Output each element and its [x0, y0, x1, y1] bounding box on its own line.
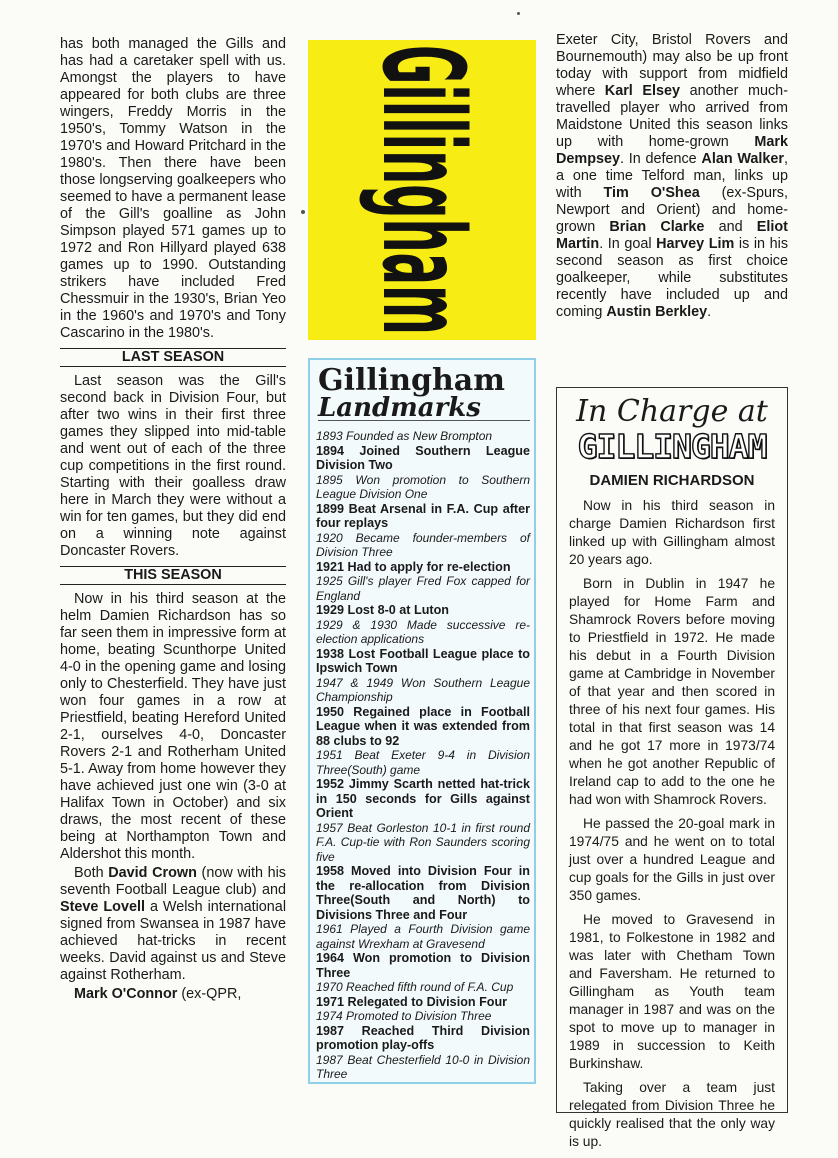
player-name: Karl Elsey: [604, 83, 680, 99]
landmark-item: 1929 & 1930 Made successive re-election applications: [316, 617, 530, 646]
landmark-item: 1899 Beat Arsenal in F.A. Cup after four replays: [316, 501, 530, 530]
landmark-item: 1961 Played a Fourth Division game against Wrexham at Gravesend: [316, 922, 530, 951]
team-paragraph: Exeter City, Bristol Rovers and Bournemouth) may also be up front today with support from midfield where Karl Elsey another much-travelled player who arrived from Maidstone United this season links up with home-grown Mark Dempsey. In defence Alan Walker, a one time Telford man, links up with Tim O'Shea (ex-Spurs, Newport and Orient) and home-grown Brian Clarke and Eliot Martin. In goal Harvey Lim is in his second season as first choice goalkeeper, while substitutes recently have included up and coming Austin Berkley.: [556, 32, 789, 320]
landmark-item: 1958 Moved into Division Four in the re-allocation from Division Three(South and North) to Divisions Three and Four: [316, 864, 530, 922]
in-charge-club: GILLINGHAM: [577, 427, 767, 466]
player-name: Austin Berkley: [606, 304, 708, 320]
in-charge-heading: In Charge at: [576, 394, 768, 429]
landmark-item: 1947 & 1949 Won Southern League Championship: [316, 675, 530, 704]
bio-paragraph: Born in Dublin in 1947 he played for Home Farm and Shamrock Rovers before moving to Priestfield in 1972. He made his debut in a Fourth Division game at Cambridge in November of that year and then scored in three of his next four games. His total in that first season was 14 and he got 17 more in 1973/74 when he got another Republic of Ireland cap to add to the one he had won with Shamrock Rovers.: [569, 576, 775, 807]
banner-title-art: [308, 40, 536, 340]
landmark-item: 1971 Relegated to Division Four: [316, 994, 508, 1009]
column-right: [556, 32, 789, 1149]
landmarks-subtitle: Landmarks: [318, 396, 530, 421]
landmark-item: 1921 Had to apply for re-election: [316, 559, 511, 574]
landmark-item: 1957 Beat Gorleston 10-1 in first round F.A. Cup-tie with Ron Saunders scoring five: [316, 820, 530, 864]
in-charge-box: [556, 387, 788, 1149]
landmark-item: 1894 Joined Southern League Division Two: [316, 443, 530, 472]
landmark-item: 1938 Lost Football League place to Ipswich Town: [316, 646, 530, 675]
intro-paragraph: has both managed the Gills and has had a caretaker spell with us. Amongst the players to have appeared for both clubs are three wingers, Freddy Morris in the 1950's, Tommy Watson in the 1970's and Howard Pritchard in the 1980's. Then there have been those longserving goalkeepers who seemed to have a permanent lease of the Gill's goalline as John Simpson played 571 games up to 1972 and Ron Hillyard played 638 games up to 1990. Outstanding strikers have included Fred Chessmuir in the 1930's, Brian Yeo in the 1960's and 1970's and Tony Cascarino in the 1980's.: [60, 36, 286, 341]
strikers-paragraph: Both David Crown (now with his seventh Football League club) and Steve Lovell a Welsh international signed from Swansea in 1987 have achieved hat-tricks in recent weeks. David against us and Steve against Rotherham.: [60, 865, 287, 983]
landmark-item: 1987 Beat Chesterfield 10-0 in Division Three: [316, 1052, 530, 1081]
banner-title: [357, 45, 487, 335]
player-name: Eliot Martin: [556, 219, 788, 252]
landmark-item: 1925 Gill's player Fred Fox capped for England: [316, 574, 530, 603]
this-season-heading: THIS SEASON: [60, 566, 286, 585]
manager-bio: [569, 497, 775, 1151]
landmarks-title: Gillingham: [318, 363, 505, 398]
last-season-heading: LAST SEASON: [60, 348, 286, 367]
landmark-item: 1895 Won promotion to Southern League Division One: [316, 472, 530, 501]
landmark-item: 1951 Beat Exeter 9-4 in Division Three(South) game: [316, 748, 530, 777]
bio-paragraph: He passed the 20-goal mark in 1974/75 and he went on to total just over a hundred League and cup goals for the Gills in just over 350 games.: [569, 816, 775, 903]
player-name: Harvey Lim: [656, 236, 735, 252]
bio-paragraph: He moved to Gravesend in 1981, to Folkestone in 1982 and was later with Chetham Town and Faversham. He returned to Gillingham as Youth team manager in 1987 and was on the spot to move up to manager in 1989 in succession to Keith Burkinshaw.: [569, 912, 775, 1071]
landmarks-list: [316, 429, 530, 1082]
landmark-item: 1929 Lost 8-0 at Luton: [316, 603, 449, 617]
player-name: Steve Lovell: [60, 899, 145, 915]
landmarks-box: [308, 358, 536, 1084]
gillingham-banner: [308, 40, 536, 340]
oconnor-paragraph: Mark O'Connor (ex-QPR,: [74, 986, 242, 1002]
landmark-item: 1987 Reached Third Division promotion play-offs: [316, 1023, 530, 1052]
column-middle: [308, 40, 538, 1084]
stray-dot: [517, 12, 520, 15]
player-name: David Crown: [108, 865, 197, 881]
this-season-paragraph: Now in his third season at the helm Damien Richardson has so far seen them in impressive form at home, beating Scunthorpe United 4-0 in the opening game and losing only to Chesterfield. They have just won four games in a row at Priestfield, beating Hereford United 2-1, ourselves 4-0, Doncaster Rovers 2-1 and Rotherham United 5-1. Away from home however they have achieved just one win (3-0 at Halifax Town in October) and six draws, the most recent of these being at Northampton Town and Aldershot this month.: [60, 591, 286, 862]
landmark-item: 1893 Founded as New Brompton: [316, 429, 493, 443]
last-season-paragraph: Last season was the Gill's second back in Division Four, but after two wins in their first three games they slipped into mid-table and went out of each of the three cup competitions in the first round. Starting with their goalless draw here in March they were without a win for ten games, but they did end on a winning note against Doncaster Rovers.: [60, 373, 286, 559]
player-name: Tim O'Shea: [603, 185, 700, 201]
landmark-item: 1970 Reached fifth round of F.A. Cup: [316, 980, 514, 994]
column-left: [60, 36, 286, 1003]
player-name: Brian Clarke: [609, 219, 705, 235]
stray-dot: [301, 210, 305, 214]
player-name: Mark Dempsey: [556, 134, 788, 167]
landmark-item: 1974 Promoted to Division Three: [316, 1009, 492, 1023]
player-name: Mark O'Connor: [74, 986, 178, 1002]
player-name: Alan Walker: [701, 151, 784, 167]
landmark-item: 1952 Jimmy Scarth netted hat-trick in 150 seconds for Gills against Orient: [316, 777, 530, 820]
bio-paragraph: Taking over a team just relegated from Division Three he quickly realised that the only way is up.: [569, 1080, 775, 1149]
bio-paragraph: Now in his third season in charge Damien Richardson first linked up with Gillingham almost 20 years ago.: [569, 498, 775, 567]
landmark-item: 1920 Became founder-members of Division Three: [316, 530, 530, 559]
manager-name: DAMIEN RICHARDSON: [589, 472, 755, 489]
landmark-item: 1964 Won promotion to Division Three: [316, 951, 530, 980]
landmark-item: 1950 Regained place in Football League when it was extended from 88 clubs to 92: [316, 704, 530, 748]
